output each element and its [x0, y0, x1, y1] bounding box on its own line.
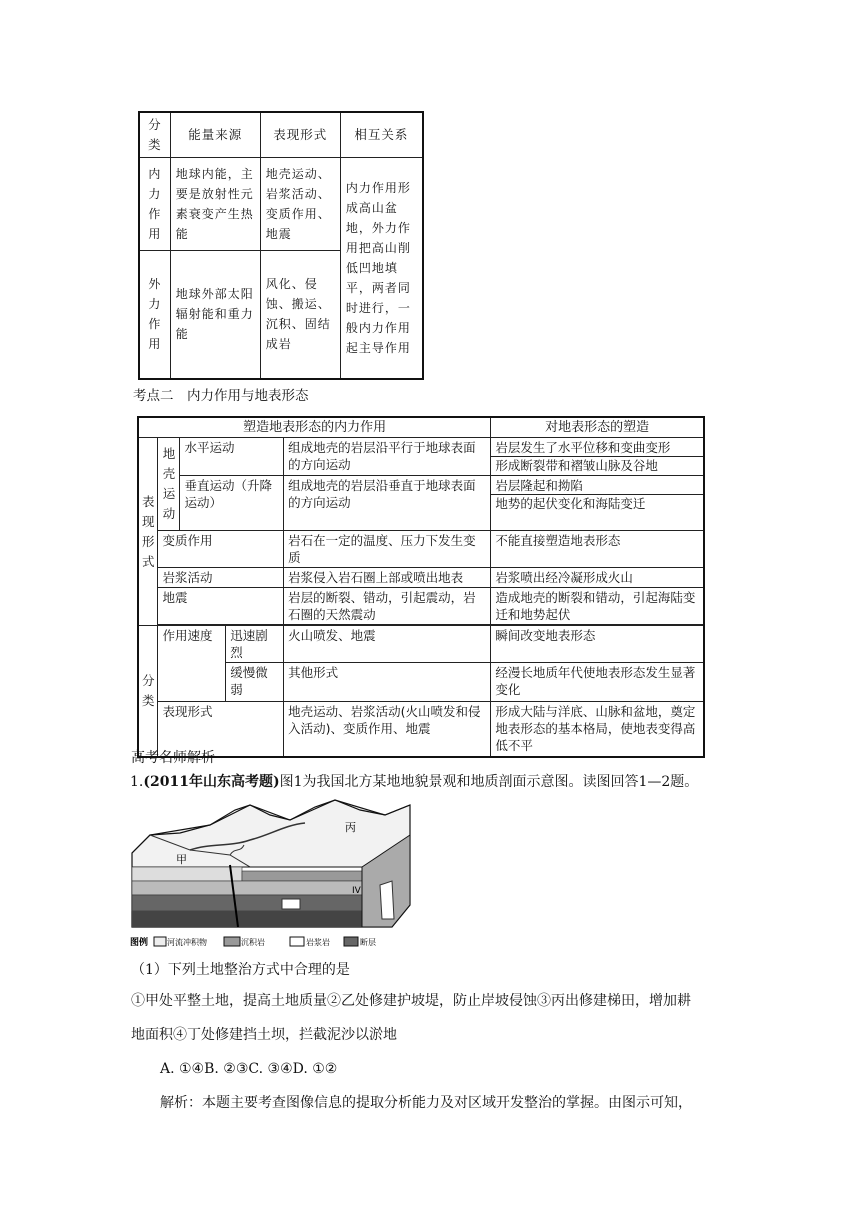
geology-figure [130, 795, 420, 950]
options-line-2: 地面积④丁处修建挡土坝，拦截泥沙以淤地 [131, 1027, 397, 1043]
table2-earthquake: 地震 [158, 588, 284, 625]
geology-block-diagram [130, 795, 420, 950]
table2-magma-desc: 岩浆侵入岩石圈上部或喷出地表 [284, 568, 491, 588]
table2-fast-shape: 瞬间改变地表形态 [491, 626, 704, 663]
legend-igneous: 岩浆岩 [306, 938, 330, 947]
table2-vertical-desc: 组成地壳的岩层沿垂直于地球表面的方向运动 [284, 476, 491, 531]
question-intro-text: 图1为我国北方某地地貌景观和地质剖面示意图。读图回答1—2题。 [279, 774, 699, 790]
table2-crust: 地壳运动 [158, 438, 180, 531]
table2-fenlei: 分类 [138, 626, 158, 758]
sub-question: （1）下列土地整治方式中合理的是 [131, 962, 350, 978]
legend-sedimentary: 沉积岩 [241, 938, 265, 947]
table2-magma-shape: 岩浆喷出经冷凝形成火山 [491, 568, 704, 588]
table1-header-form: 表现形式 [260, 112, 340, 158]
table1-cat-external: 外力作用 [139, 251, 170, 379]
energy-table [138, 111, 424, 380]
table2-fast-desc: 火山喷发、地震 [284, 626, 491, 663]
section3-title: 高考名师解析 [131, 750, 215, 766]
table2-earthquake-shape: 造成地壳的断裂和错动，引起海陆变迁和地势起伏 [491, 588, 704, 625]
legend-swatch-igneous [290, 937, 304, 946]
question-number: 1. [130, 774, 144, 790]
internal-force-table [137, 416, 705, 758]
table2-forms-desc: 地壳运动、岩浆活动(火山喷发和侵入活动)、变质作用、地震 [284, 702, 491, 758]
legend-fault: 断层 [360, 938, 376, 947]
analysis: 解析：本题主要考查图像信息的提取分析能力及对区域开发整治的掌握。由图示可知， [160, 1095, 692, 1111]
legend-swatch-fault [344, 937, 358, 946]
options-line-1: ①甲处平整土地，提高土地质量②乙处修建护坡堤，防止岸坡侵蚀③丙出修建梯田，增加耕 [131, 993, 691, 1009]
table2-slow: 缓慢微弱 [226, 663, 284, 702]
table1-cat-internal: 内力作用 [139, 158, 170, 251]
table2-forms-shape: 形成大陆与洋底、山脉和盆地，奠定地表形态的基本格局，使地表变得高低不平 [491, 702, 704, 758]
question-source: (2011年山东高考题) [143, 774, 280, 790]
table1-form-external: 风化、侵蚀、搬运、沉积、固结成岩 [260, 251, 340, 379]
table2-forms: 表现形式 [158, 702, 284, 758]
table1-relation: 内力作用形成高山盆地，外力作用把高山削低凹地填平，两者同时进行，一般内力作用起主导作用 [340, 158, 423, 379]
answer-choices: A. ①④B. ②③C. ③④D. ①② [160, 1061, 338, 1077]
table2-horizontal-shape-1: 岩层发生了水平位移和变曲变形 [495, 440, 671, 455]
table1-header-source: 能量来源 [170, 112, 260, 158]
figure-label-jia: 甲 [176, 853, 187, 866]
table2-slow-desc: 其他形式 [284, 663, 491, 702]
legend-alluvium: 河流冲积物 [167, 938, 207, 947]
table1-source-external: 地球外部太阳辐射能和重力能 [170, 251, 260, 379]
table2-slow-shape: 经漫长地质年代使地表形态发生显著变化 [491, 663, 704, 702]
table1-form-internal: 地壳运动、岩浆活动、变质作用、地震 [260, 158, 340, 251]
table2-vertical-shape-1: 岩层隆起和拗陷 [495, 478, 583, 493]
question-intro [130, 772, 698, 792]
table2-magma: 岩浆活动 [158, 568, 284, 588]
table2-horizontal-desc: 组成地壳的岩层沿平行于地球表面的方向运动 [284, 438, 491, 476]
table2-fast: 迅速剧烈 [226, 626, 284, 663]
legend-swatch-sedimentary [224, 937, 240, 946]
table1-header-category: 分类 [139, 112, 170, 158]
figure-label-bing: 丙 [345, 821, 356, 834]
table2-header-left: 塑造地表形态的内力作用 [138, 417, 491, 438]
table2-horizontal-shape [491, 438, 704, 476]
table2-earthquake-desc: 岩层的断裂、错动，引起震动，岩石圈的天然震动 [284, 588, 491, 625]
table2-biaoxian: 表现形式 [138, 438, 158, 626]
table2-vertical-shape [491, 476, 704, 531]
table2-metamorphic-shape: 不能直接塑造地表形态 [491, 531, 704, 568]
table2-header-right: 对地表形态的塑造 [491, 417, 704, 438]
table2-metamorphic: 变质作用 [158, 531, 284, 568]
table2-horizontal-shape-2: 形成断裂带和褶皱山脉及谷地 [491, 456, 703, 474]
figure-label-roman: IV [352, 886, 361, 896]
legend-title: 图例 [130, 938, 149, 948]
table2-vertical: 垂直运动（升降运动） [180, 476, 284, 531]
table2-horizontal: 水平运动 [180, 438, 284, 476]
table2-metamorphic-desc: 岩石在一定的温度、压力下发生变质 [284, 531, 491, 568]
table1-header-relation: 相互关系 [340, 112, 423, 158]
section2-title: 考点二 内力作用与地表形态 [133, 388, 309, 404]
table2-vertical-shape-2: 地势的起伏变化和海陆变迁 [491, 494, 703, 512]
table1-source-internal: 地球内能，主要是放射性元素衰变产生热能 [170, 158, 260, 251]
legend-swatch-alluvium [154, 937, 166, 946]
table2-speed: 作用速度 [158, 626, 226, 702]
